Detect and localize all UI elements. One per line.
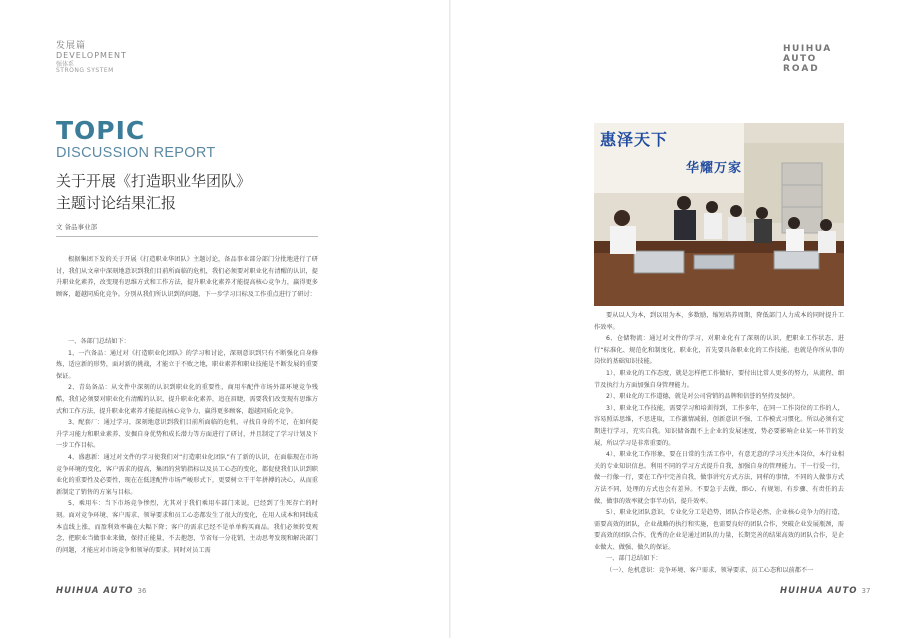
author-byline: 文 备品事业部 (56, 223, 98, 231)
intro-paragraph (56, 254, 318, 300)
section-cn: 发展篇 (56, 41, 87, 51)
title-line-1: 关于开展《打造职业华团队》 (56, 172, 252, 190)
body-paragraph: 4）、职业化工作形象，要在日常的生活工作中，有意无意的学习关注本岗位，本行业相关的专业知识信息。利用不同的学习方式提升自我，加强自身的管理能力。干一行爱一行，做一行像一行，要在工作中完善自我，做事讲究方式方法，同样的事情，不同的人做事方式方法不同，处理的方式也会有差异。不要急于去做，细心、有规划、有步骤、有责任的去做，做事的效率就会事半功倍，提升效率。 (594, 451, 844, 505)
body-paragraph: 5）、职业化团队意识，专业化分工是趋势，团队合作是必然，企业核心竞争力的打造，需要高效的团队，企业战略的执行和实施，也需要良好的团队合作，突破企业发展瓶颈，需要高效的团队合作，优秀的企业是通过团队的力量，长期完善的结果高效的团队合作，是企业做大、做强、做久的保证。 (594, 509, 844, 551)
article-title (56, 170, 251, 214)
section-header (56, 42, 127, 75)
brand-line-2: ROAD (783, 64, 820, 74)
meeting-photo (594, 123, 844, 306)
discussion-report-heading: DISCUSSION REPORT (56, 145, 216, 161)
title-line-2: 主题讨论结果汇报 (56, 194, 177, 212)
body-paragraph: 3、配套厂：通过学习，深刻地意识到我们目前所面临的危机，寻找自身的不足，在如何提升学习能力和职业素养、发掘自身优势和成长潜力等方面进行了研讨，并且制定了学习计划及下一步工作目标。 (56, 419, 318, 450)
body-paragraph: 5、乘用车：当下市场竞争惨烈，尤其对于我们乘用车部门来说，已经到了生死存亡的时刻。面对竞争环境、客户需求、领导要求和员工心态都发生了很大的变化，在用人成本和同线成本直线上涨，而盈利效率确在大幅下降；客户的需求已经不是单单购买商品。我们必须转变观念，把职业当做事业来做，保持正能量，不去抱怨，节省每一分花销，主动思考发现和解决部门的问题，才能应对市场竞争和领导的要求。同时对员工需 (56, 500, 318, 554)
body-paragraph: 一、部门总结如下： (606, 555, 662, 563)
body-paragraph: 1）、职业化的工作态度，就是怎样把工作做好，要付出比常人更多的努力，从流程、细节及执行力方面加强自身管理能力。 (594, 369, 844, 389)
page-gutter (449, 0, 451, 638)
intro-text: 根据集团下发的关于开展《打造职业华团队》主题讨论，备品事业部分部门分批地进行了研讨，我们从文章中深刻地意识到我们目前所面临的危机，我们必须要对职业化有清醒的认识，提升职业化素养，改变现有思维方式和工作方法，提升职业化素养才能提高核心竞争力，赢得更多顾客，超越同质化竞争。分别从我们所认识到的问题、下一步学习目标及工作重点进行了研讨： (56, 256, 318, 298)
body-paragraph: （一）、危机意识：竞争环境、客户需求、领导要求、员工心态和以前都不一 (606, 567, 814, 575)
footer-left (56, 586, 146, 596)
right-column-body (594, 310, 844, 577)
subsection-en: STRONG SYSTEM (56, 67, 114, 75)
page-number-left: 36 (137, 587, 147, 595)
topic-heading: TOPIC (56, 116, 146, 145)
body-paragraph: 3）、职业化工作技能，需要学习和培训得到，工作多年，在同一工作岗位的工作的人，容易照话思维，不思进取，工作激情减弱，创新意识不强，工作模式习惯化。所以必须有定期进行学习，充实自我。知识储备跟不上企业的发展速度，势必要影响企业某一环节的发展，所以学习是非常重要的。 (594, 404, 844, 447)
body-paragraph: 4、盛惠新：通过对文件的学习使我们对“打造职业化团队”有了新的认识，在面临现在市场竞争环境的变化，客户需求的提高，集团的营销指标以及员工心态的变化，都促使我们认识到职业化的重要性及必要性，现在在低迷配件市场严峻形式下，更要树立干干年拼搏的决心，从而重新制定了销售的方案与目标。 (56, 453, 318, 496)
body-paragraph: 2、青岛备品：从文件中深刻的认识到职业化的重要性，商用车配件市场外部环境竞争残酷，我们必须要对职业化有清醒的认识，提升职业化素养，追在眉睫，需要我们改变现有思维方式和工作方法，提升职业化素养才能提高核心竞争力，赢得更多顾客，超越同质化竞争。 (56, 384, 318, 415)
title-divider (56, 236, 318, 237)
banner-line-2: 华耀万家 (686, 161, 743, 176)
footer-logo-right: HUIHUA AUTO (780, 586, 858, 596)
body-paragraph: 要从以人为本，到以用为本，多数励，缩短培养周期，降低部门人力成本的同时提升工作效率。 (594, 312, 844, 331)
brand-header (783, 44, 853, 74)
body-paragraph: 一、各部门总结如下： (68, 338, 130, 345)
body-paragraph: 1、一汽备品：通过对《打造职业化团队》的学习和讨论，深刻意识到只有不断强化自身修炼，适应新的形势，面对新的挑战，才能立于不败之地，职业素养和职业技能是不断发展的重要保证。 (56, 349, 318, 380)
page-number-right: 37 (861, 587, 871, 595)
left-column-body (56, 336, 318, 556)
brand-line-1: HUIHUA AUTO (783, 44, 832, 64)
meeting-photo-illustration (594, 123, 844, 306)
body-paragraph: 6、仓储物流：通过对文件的学习，对职业化有了深刻的认识，把职业工作状态、进行“标准化、规范化和制度化，职业化，首先要具备职业化的工作技能，也就是你所从事的岗位的基础知识技能。 (594, 335, 844, 366)
banner-line-1: 惠泽天下 (600, 130, 669, 149)
body-paragraph: 2）、职业化的工作道德，就是对公司营销的品牌和信誉的坚持及保护。 (606, 393, 799, 401)
subsection-cn: 强体系 (56, 60, 75, 68)
section-en: DEVELOPMENT (56, 50, 127, 60)
footer-logo-left: HUIHUA AUTO (56, 586, 134, 596)
footer-right (780, 586, 870, 596)
